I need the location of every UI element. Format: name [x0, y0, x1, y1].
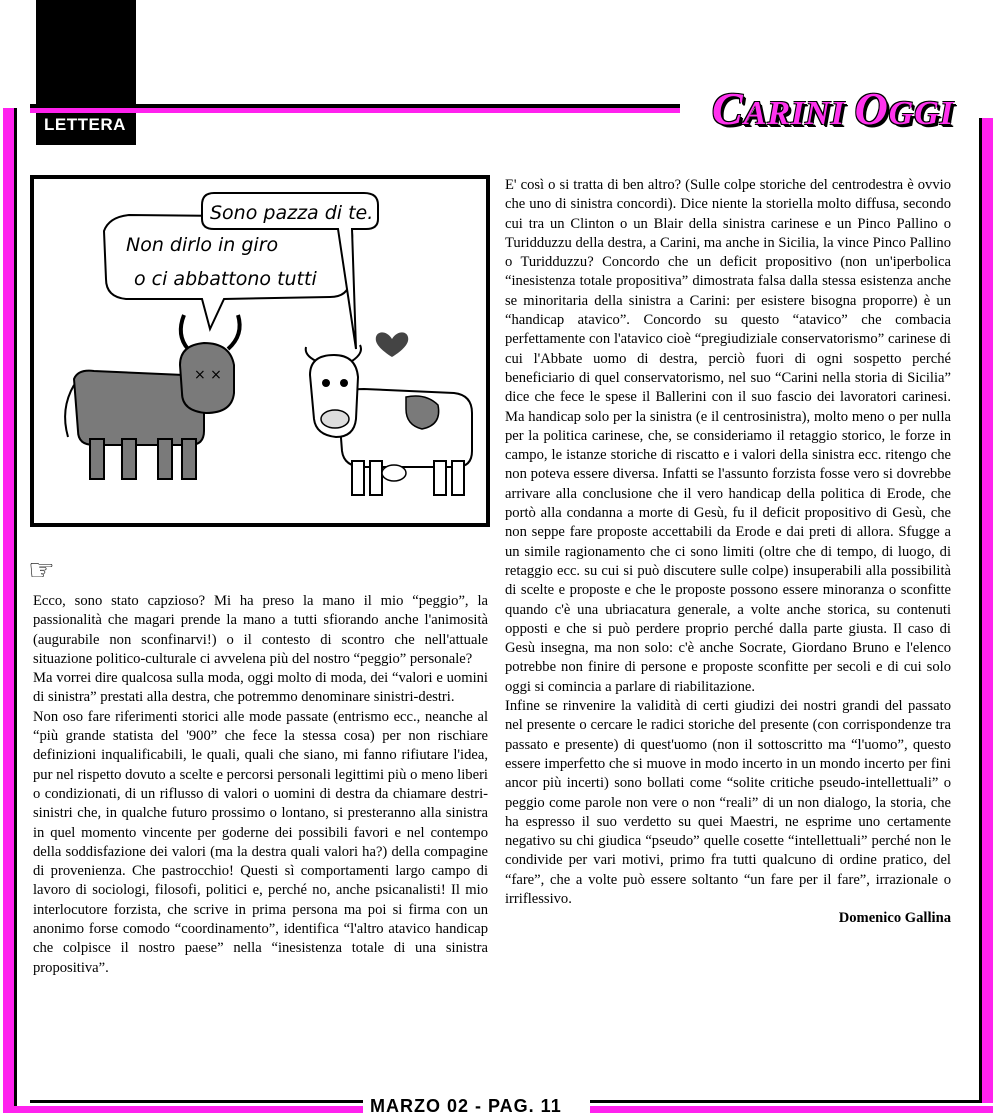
- left-black-rule: [14, 108, 17, 1113]
- cartoon-svg: [34, 179, 486, 523]
- bubble-large-text-2: o ci abbattono tutti: [134, 268, 317, 290]
- left-column-text: [33, 592, 488, 978]
- svg-text:× ×: × ×: [194, 367, 222, 383]
- bottom-magenta-rule-left: [3, 1106, 363, 1113]
- left-paragraph: Ecco, sono stato capzioso? Mi ha preso la mano il mio “peggio”, la passionalità che magari prende la mano a tutti sfiorando anche l'animosità (augurabile non sconfinarvi!) o il contesto di scontro che nell'attuale situazione politico-culturale ci avvelena più del nostro “peggio” personale?: [33, 593, 488, 667]
- magazine-logo: [712, 82, 954, 135]
- heart-icon: [376, 332, 408, 357]
- section-tag-label: LETTERA: [44, 115, 126, 134]
- cow-figure: [306, 345, 472, 495]
- bottom-magenta-rule-right: [590, 1106, 993, 1113]
- section-tag: [36, 0, 136, 145]
- pointing-hand-icon: ☞: [28, 554, 55, 587]
- bubble-small-text: Sono pazza di te.: [210, 202, 374, 224]
- left-paragraph: Ma vorrei dire qualcosa sulla moda, oggi molto di moda, dei “valori e uomini di sinistra” prestati alla destra, che potremmo denominare sinistri-destri.: [33, 670, 488, 706]
- logo-initial-o: O: [854, 83, 889, 134]
- right-paragraph: E' così o si tratta di ben altro? (Sulle colpe storiche del centrodestra è ovvio che uno di sinistra concordi). Dice niente la storiella molto diffusa, secondo cui tra un Clinton o un Blair della sinistra carinese e un Pinco Pallino o Turidduzzu della destra, a Carini, ma anche in Sicilia, la vince Pinco Pallino o Turidduzzu? Concordo che un deficit propositivo (non un'iperbolica “inesistenza totale propositiva” dimostrata falsa dalla stessa esistenza anche se minoritaria della sinistra a Carini: per esistere bisogna proporre) è un “handicap atavico”. Concordo su questo “atavico” che combacia perfettamente con l'atavico cioè “pregiudiziale conservatorismo” carinese di cui l'Abbate uomo di destra, perciò fuori di ogni sospetto perché beneficiario di quel conservatorismo, nel suo “Carini nella storia di Sicilia” dice che fece le spese il Ballerini con il suo fascio dei lavoratori carinesi. Ma handicap solo per la sinistra (e il centrosinistra), molto meno o per nulla per la politica carinese, che, se consideriamo il retaggio storico, le forze in campo, le istanze storiche di riscatto e i valori della sinistra ecc. ritengo che non poteva essere diversa. Infatti se l'assunto forzista fosse vero si dovrebbe arrivare alla conclusione che il vero handicap della politica di Erode, che portò alla condanna a morte di Gesù, fu il deficit propositivo di Gesù, che non seppe fare proposte accettabili da Erode e dai preti di allora. Sfugge a un simile ragionamento che ci sono limiti (oltre che di tempo, di luogo, di retaggio ecc. su cui si può discutere sulle colpe) insuperabili alla possibilità di scelte e proposte e che le proposte possono essere minoranza o sconfitte quando c'è una ubriacatura generale, a volte anche storica, su contenuti opposti e che si può perdere proprio perché dalla parte giusta. Il caso di Gesù insegna, ma non solo: c'è anche Socrate, Giordano Bruno e l'elenco potrebbe non finire di persone e proposte sconfitte per secoli e di cui solo oggi si comincia a parlare di riabilitazione.: [505, 177, 951, 695]
- left-paragraph: Non oso fare riferimenti storici alle mode passate (entrismo ecc., neanche al “più grande statista del '900” che fece la stessa cosa) per non rischiare definizioni inqualificabili, le quali, quali che siano, mi fanno rifiutare l'idea, pur nel rispetto dovuto a scelte e percorsi personali legittimi più o meno liberi o condizionati, di un riflusso di valori o uomini di destra da chiamare destri-sinistri che, in qualche futuro prossimo o lontano, si presteranno alla sinistra in quel momento vincente per goderne dei possibili favori e nel contempo della soddisfazione dei valori (ma la destra quali valori ha?) della compagine di provenienza. Che pastrocchio! Questi sì comportamenti largo campo di lavoro di sociologi, filosofi, politici e, perché no, anche psicanalisti! Il mio interlocutore forzista, che scrive in prima persona ma poi si firma con un anonimo forse comodo “coordinamento”, identifica “l'altro atavico handicap che colpisce il nostro paese” nella “inesistenza totale di una sinistra propositiva”.: [33, 708, 488, 976]
- left-magenta-rule: [3, 108, 14, 1113]
- top-magenta-rule: [30, 108, 680, 113]
- bottom-black-rule-left: [30, 1100, 363, 1103]
- bull-figure: [65, 315, 240, 479]
- right-column-text: [505, 176, 951, 929]
- bottom-black-rule-right: [590, 1100, 980, 1103]
- right-magenta-rule: [982, 118, 993, 1103]
- logo-rest-carini: ARINI: [743, 95, 855, 132]
- author-signature: Domenico Gallina: [838, 910, 951, 927]
- bubble-large-text-1: Non dirlo in giro: [126, 234, 279, 256]
- page-footer: MARZO 02 - PAG. 11: [370, 1096, 562, 1116]
- logo-rest-oggi: GGI: [888, 95, 955, 132]
- logo-initial-c: C: [712, 83, 744, 134]
- right-black-rule: [979, 118, 982, 1103]
- right-paragraph: Infine se rinvenire la validità di certi giudizi dei nostri grandi del passato nel presente o cercare le radici storiche del presente (con corrispondenze tra passato e presente) di quest'uomo (non il sottoscritto ma “l'uomo”, questo essere imperfetto che si muove in modo incerto in un mondo incerto per fini ancor più incerti) sono bollati come “solite critiche pseudo-intellettuali” o peggio come parole non vere o non “reali” di un non dialogo, la storia, che ha espresso il suo verdetto su quei Maestri, ne esprime uno certamente negativo su chi giudica “pseudo” quelle cosette “intellettuali” perché non le condivide per vari motivi, primo fra tutti qualcuno di ordine pratico, del “fare”, che a volte può essere soltanto “un fare per il fare”, irrazionale o irriflessivo.: [505, 698, 951, 907]
- cartoon-illustration: [30, 175, 490, 527]
